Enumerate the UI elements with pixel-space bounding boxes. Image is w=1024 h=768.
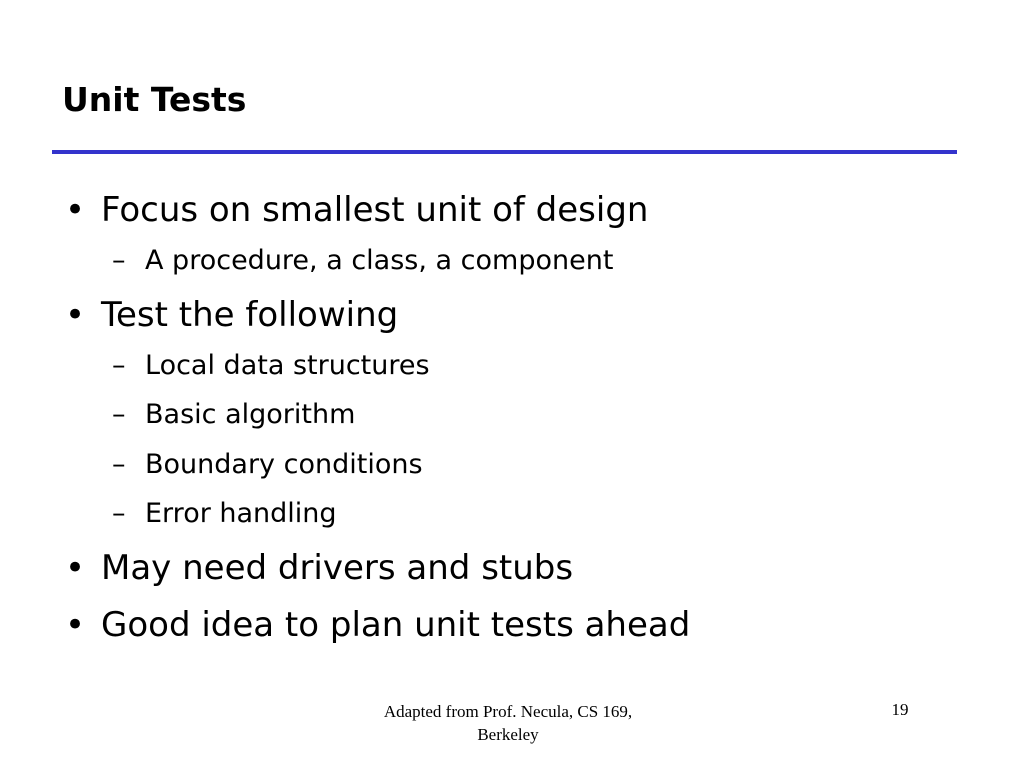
dash-marker: –: [112, 449, 126, 480]
footer-source-line: Adapted from Prof. Necula, CS 169,: [383, 702, 633, 721]
bullet-marker: •: [65, 190, 86, 230]
bullet-text: Test the following: [101, 295, 399, 335]
dash-marker: –: [112, 498, 126, 529]
sub-bullet-text: Boundary conditions: [145, 449, 423, 480]
bullet-text: Good idea to plan unit tests ahead: [101, 605, 691, 645]
sub-bullet-text: Error handling: [145, 498, 337, 529]
slide-title: Unit Tests: [62, 80, 247, 119]
bullet-marker: •: [65, 605, 86, 645]
sub-bullet-text: Local data structures: [145, 350, 430, 381]
bullet-marker: •: [65, 295, 86, 335]
dash-marker: –: [112, 245, 126, 276]
bullet-marker: •: [65, 548, 86, 588]
footer-source: [330, 700, 686, 746]
sub-bullet-text: A procedure, a class, a component: [145, 245, 614, 276]
bullet-text: Focus on smallest unit of design: [101, 190, 649, 230]
footer-source-line: Berkeley: [477, 725, 539, 744]
sub-bullet-text: Basic algorithm: [145, 399, 356, 430]
page-number: 19: [891, 700, 909, 719]
dash-marker: –: [112, 399, 126, 430]
bullet-text: May need drivers and stubs: [101, 548, 574, 588]
dash-marker: –: [112, 350, 126, 381]
